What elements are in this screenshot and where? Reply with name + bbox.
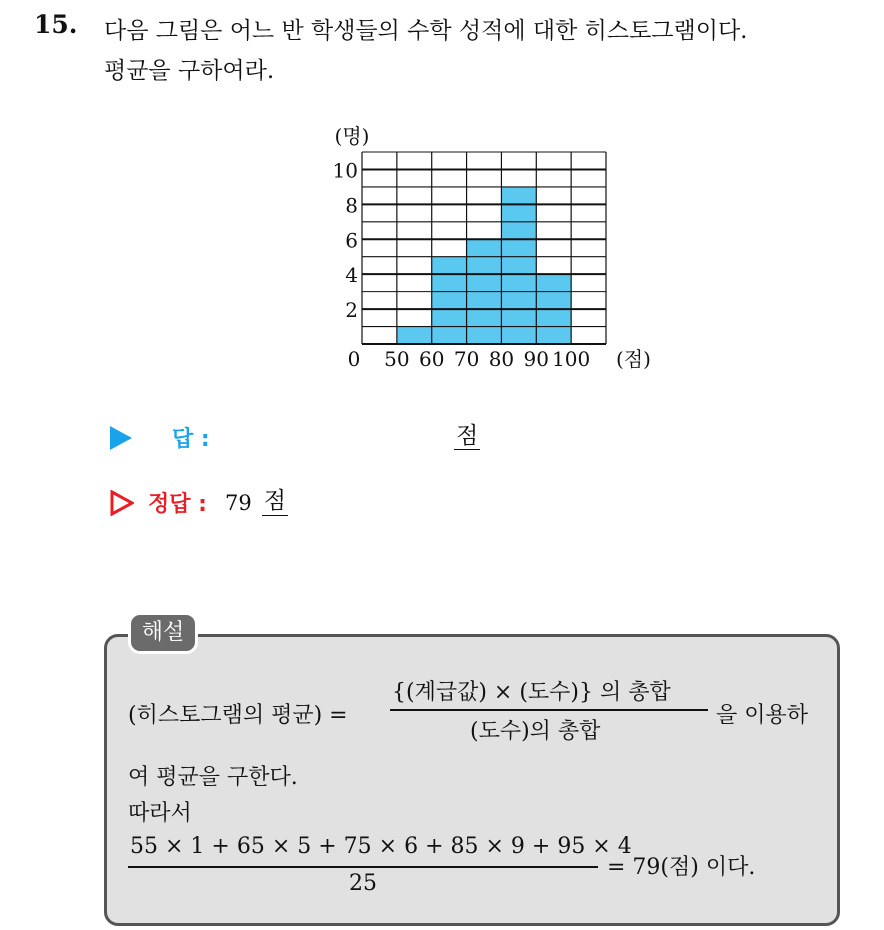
- solution-row: [110, 487, 288, 518]
- answer-unit: 점: [456, 423, 479, 449]
- formula-after-text: 을 이용하: [716, 703, 809, 728]
- x-tick-label: 70: [453, 347, 480, 371]
- origin-label: 0: [347, 347, 361, 371]
- x-axis-label: (점): [616, 347, 651, 371]
- solution-value: 79: [224, 490, 252, 515]
- y-axis-label: (명): [334, 124, 370, 148]
- histogram-chart: [0, 0, 884, 400]
- y-tick-label: 6: [345, 228, 358, 253]
- sum-numerator: 55 × 1 + 65 × 5 + 75 × 6 + 85 × 9 + 95 × 4: [130, 834, 632, 859]
- explanation-line2: 여 평균을 구한다.: [128, 765, 298, 790]
- y-tick-label: 10: [332, 158, 358, 183]
- y-tick-label: 2: [345, 298, 358, 323]
- solution-label: 정답 :: [148, 492, 207, 517]
- question-text: 다음 그림은 어느 반 학생들의 수학 성적에 대한 히스토그램이다.: [104, 18, 748, 44]
- x-tick-label: 60: [418, 347, 445, 371]
- result-text: = 79(점) 이다.: [607, 855, 756, 880]
- x-tick-label: 100: [552, 347, 591, 371]
- question-text-line2: 평균을 구하여라.: [104, 58, 275, 84]
- x-tick-label: 50: [384, 347, 410, 371]
- sum-denominator: 25: [349, 871, 377, 896]
- answer-row: [110, 422, 210, 453]
- play-triangle-icon: [110, 426, 132, 450]
- solution-unit: 점: [263, 488, 286, 515]
- outline-triangle-icon: [110, 490, 134, 516]
- answer-label: 답 :: [172, 427, 210, 452]
- histogram-bar: [432, 257, 467, 344]
- y-tick-label: 4: [345, 263, 358, 288]
- question-number: 15.: [34, 10, 78, 39]
- x-tick-label: 80: [488, 347, 515, 371]
- sum-fraction-bar: [128, 866, 598, 868]
- formula-numerator: {(계급값) × (도수)} 의 총합: [392, 680, 671, 705]
- y-tick-label: 8: [345, 193, 358, 218]
- x-tick-label: 90: [523, 347, 550, 371]
- fraction-bar: [390, 709, 708, 711]
- histogram-bar: [397, 327, 432, 344]
- explanation-line3: 따라서: [128, 801, 192, 826]
- explanation-tab: 해설: [128, 612, 198, 654]
- formula-denominator: (도수)의 총합: [470, 719, 601, 744]
- formula-lhs: (히스토그램의 평균) =: [128, 703, 348, 728]
- histogram-bar: [501, 187, 536, 344]
